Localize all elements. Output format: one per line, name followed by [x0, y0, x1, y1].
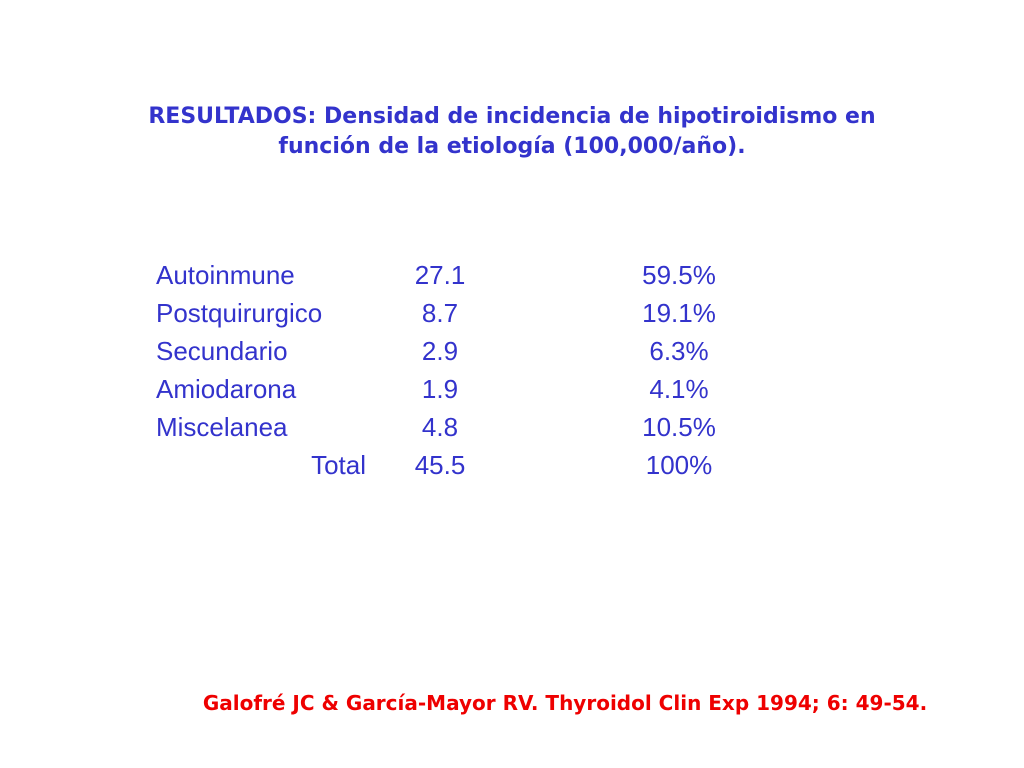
total-percent: 100% — [645, 450, 713, 480]
row-percent: 6.3% — [649, 336, 709, 366]
row-label: Secundario — [156, 336, 288, 366]
citation: Galofré JC & García-Mayor RV. Thyroidol Clin Exp 1994; 6: 49-54. — [202, 691, 928, 715]
row-percent: 10.5% — [642, 412, 716, 442]
row-label: Amiodarona — [156, 374, 297, 404]
row-label: Autoinmune — [156, 260, 295, 290]
row-label: Miscelanea — [156, 412, 288, 442]
total-value: 45.5 — [414, 450, 466, 480]
row-value: 8.7 — [421, 298, 459, 328]
title-line-2-suffix: . — [737, 134, 746, 159]
row-percent: 59.5% — [642, 260, 716, 290]
row-value: 1.9 — [421, 374, 459, 404]
row-percent: 4.1% — [649, 374, 709, 404]
row-label: Postquirurgico — [156, 298, 323, 328]
total-label: Total — [311, 450, 366, 480]
row-percent: 19.1% — [642, 298, 716, 328]
row-value: 27.1 — [414, 260, 466, 290]
title-line-2-text: función de la etiología (100,000/año) — [278, 134, 738, 159]
row-value: 4.8 — [421, 412, 459, 442]
title-line-1: RESULTADOS: Densidad de incidencia de hipotiroidismo en — [148, 104, 876, 129]
row-value: 2.9 — [421, 336, 459, 366]
